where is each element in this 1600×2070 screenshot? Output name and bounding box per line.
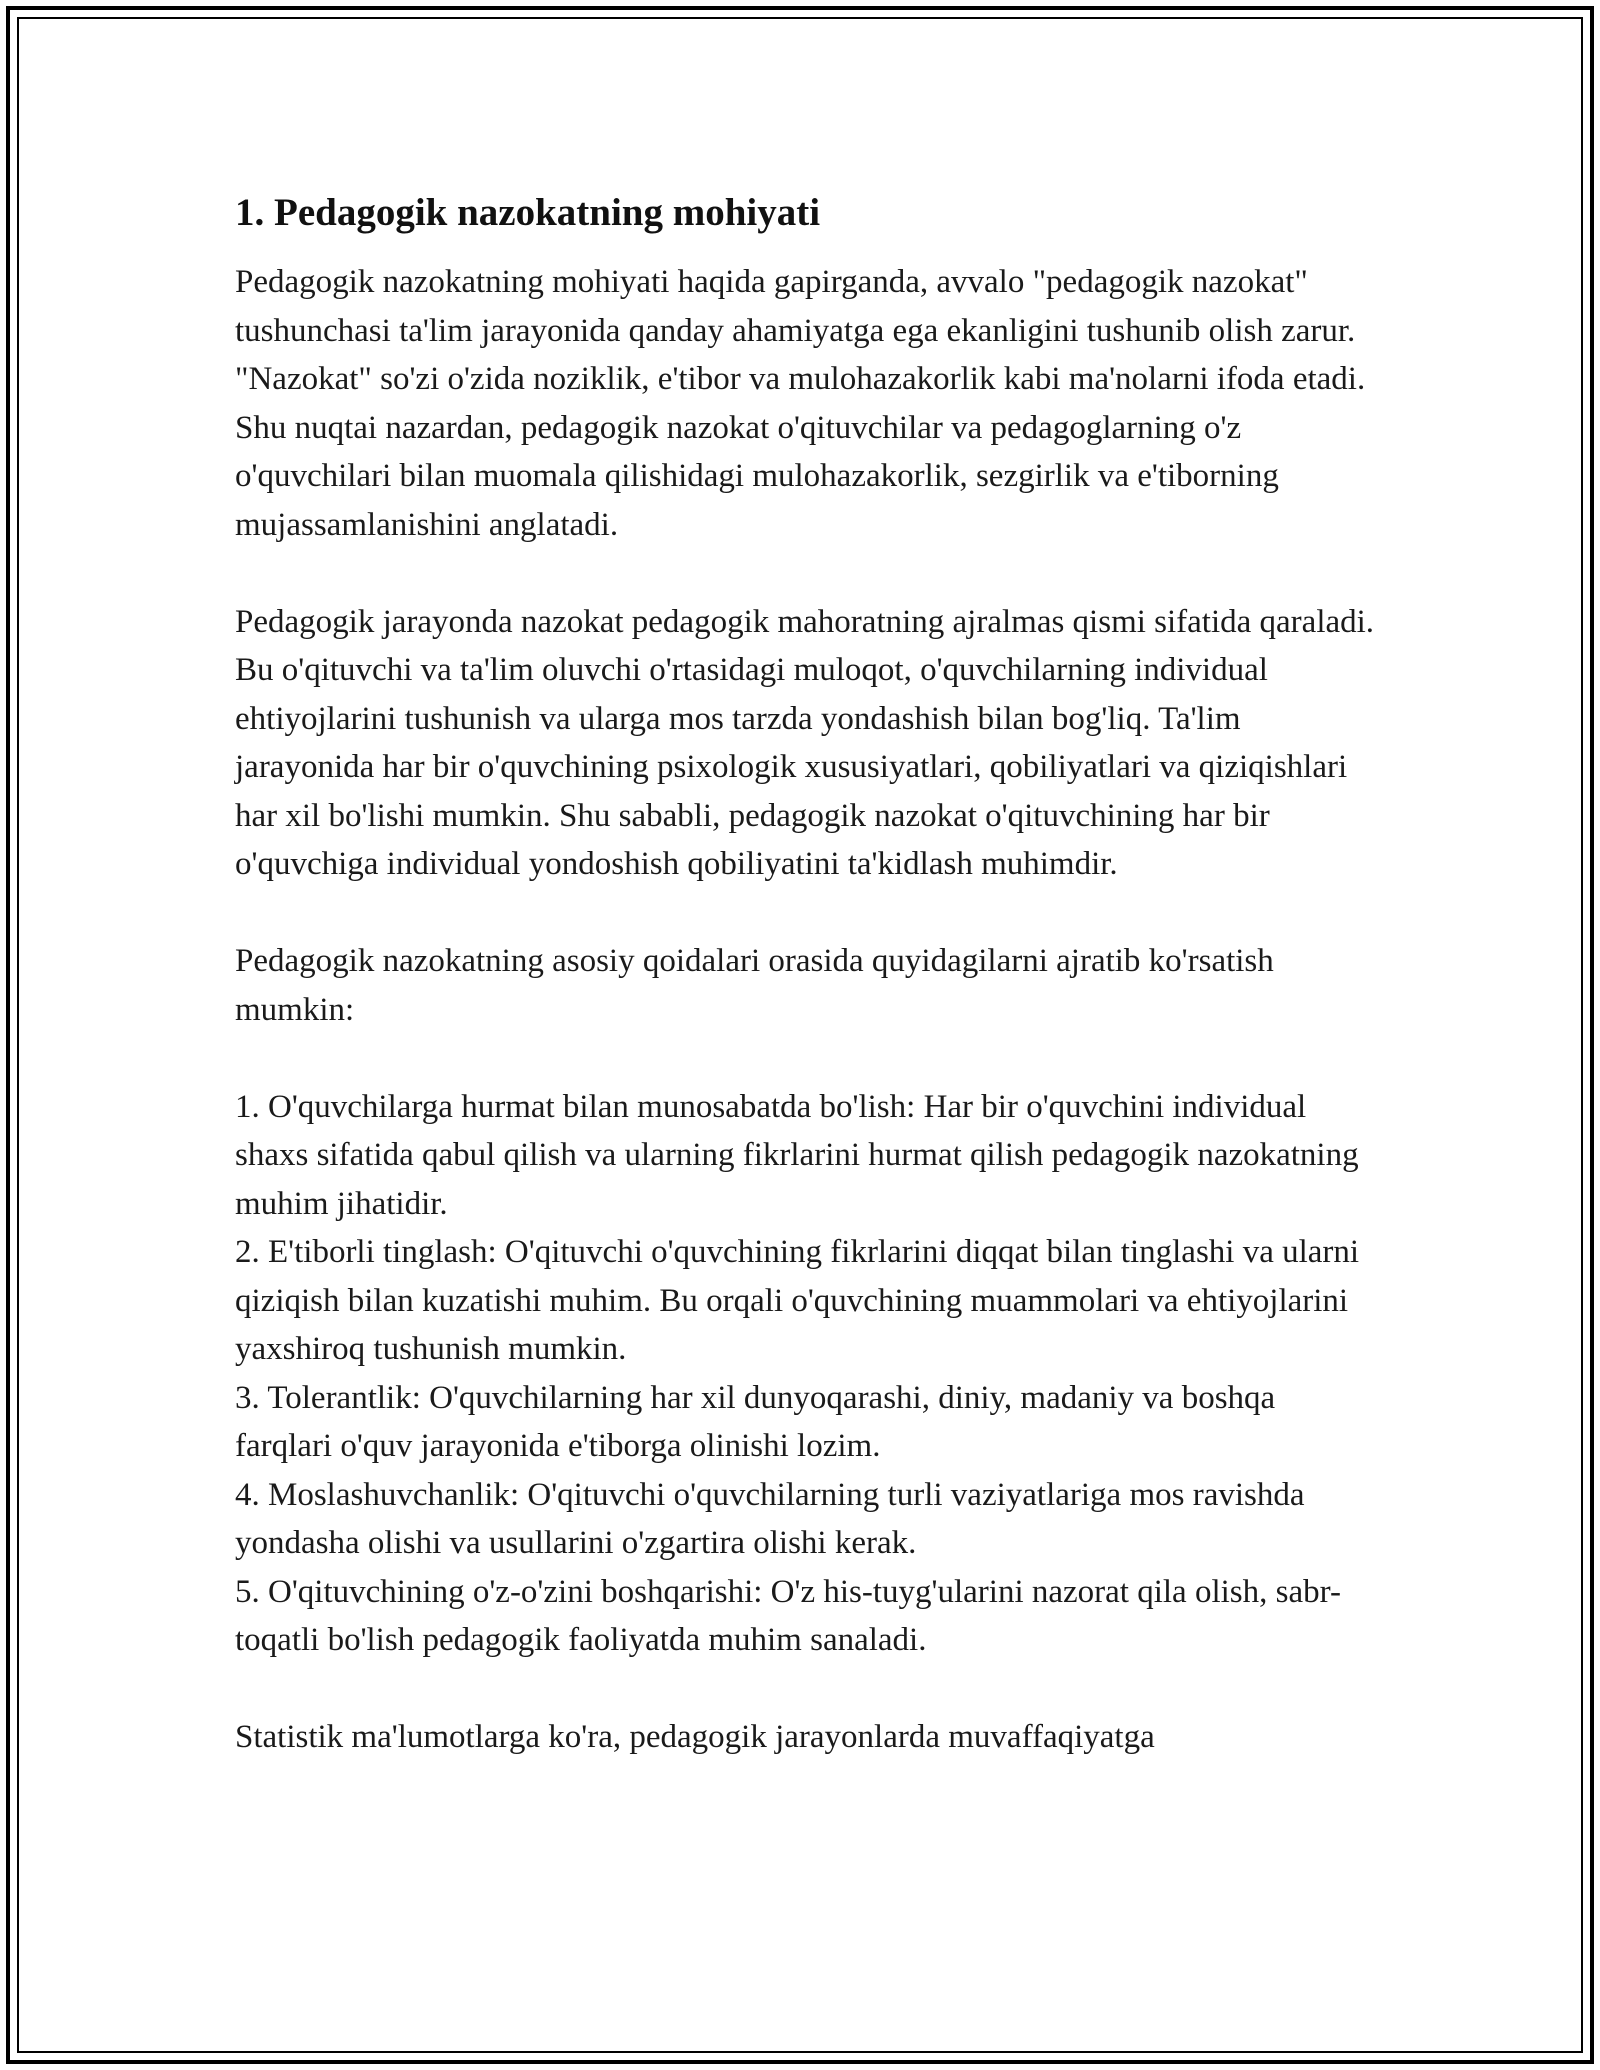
list-item-listening: 2. E'tiborli tinglash: O'qituvchi o'quvchining fikrlarini diqqat bilan tinglashi va ularni qiziqish bilan kuzatishi muhim. Bu orqali o'quvchining muammolari va ehtiyojlarini yaxshiroq tushunish mumkin.	[235, 1234, 1360, 1367]
paragraph-intro: Pedagogik nazokatning mohiyati haqida gapirganda, avvalo "pedagogik nazokat" tushunchasi ta'lim jarayonida qanday ahamiyatga ega ekanligini tushunib olish zarur. "Nazokat" so'zi o'zida noziklik, e'tibor va mulohazakorlik kabi ma'nolarni ifoda etadi. Shu nuqtai nazardan, pedagogik nazokat o'qituvchilar va pedagoglarning o'z o'quvchilari bilan muomala qilishidagi mulohazakorlik, sezgirlik va e'tiborning mujassamlanishini anglatadi.	[235, 264, 1366, 543]
paragraph-spacer	[235, 1034, 1375, 1083]
rules-list	[235, 1083, 1375, 1665]
paragraph-spacer	[235, 1665, 1375, 1714]
list-item-tolerance: 3. Tolerantlik: O'quvchilarning har xil dunyoqarashi, diniy, madaniy va boshqa farqlari o'quv jarayonida e'tiborga olinishi lozim.	[235, 1379, 1276, 1464]
paragraph-rules-intro: Pedagogik nazokatning asosiy qoidalari orasida quyidagilarni ajratib ko'rsatish mumkin:	[235, 943, 1274, 1028]
list-item-flexibility: 4. Moslashuvchanlik: O'qituvchi o'quvchilarning turli vaziyatlariga mos ravishda yondasha olishi va usullarini o'zgartira olishi kerak.	[235, 1476, 1305, 1561]
paragraph-pedagogical-process: Pedagogik jarayonda nazokat pedagogik mahoratning ajralmas qismi sifatida qaraladi. Bu o'qituvchi va ta'lim oluvchi o'rtasidagi muloqot, o'quvchilarning individual ehtiyojlarini tushunish va ularga mos tarzda yondashish bilan bog'liq. Ta'lim jarayonida har bir o'quvchining psixologik xususiyatlari, qobiliyatlari va qiziqishlari har xil bo'lishi mumkin. Shu sababli, pedagogik nazokat o'qituvchining har bir o'quvchiga individual yondoshish qobiliyatini ta'kidlash muhimdir.	[235, 603, 1375, 882]
list-item-self-control: 5. O'qituvchining o'z-o'zini boshqarishi: O'z his-tuyg'ularini nazorat qila olish, sabr-toqatli bo'lish pedagogik faoliyatda muhim sanaladi.	[235, 1573, 1341, 1658]
paragraph-spacer	[235, 889, 1375, 938]
section-heading: 1. Pedagogik nazokatning mohiyati	[235, 191, 821, 234]
paragraph-spacer	[235, 549, 1375, 598]
document-body	[235, 188, 1375, 1762]
list-item-respect: 1. O'quvchilarga hurmat bilan munosabatda bo'lish: Har bir o'quvchini individual shaxs sifatida qabul qilish va ularning fikrlarini hurmat qilish pedagogik nazokatning muhim jihatidir.	[235, 1088, 1359, 1222]
paragraph-closing: Statistik ma'lumotlarga ko'ra, pedagogik jarayonlarda muvaffaqiyatga	[235, 1719, 1155, 1755]
